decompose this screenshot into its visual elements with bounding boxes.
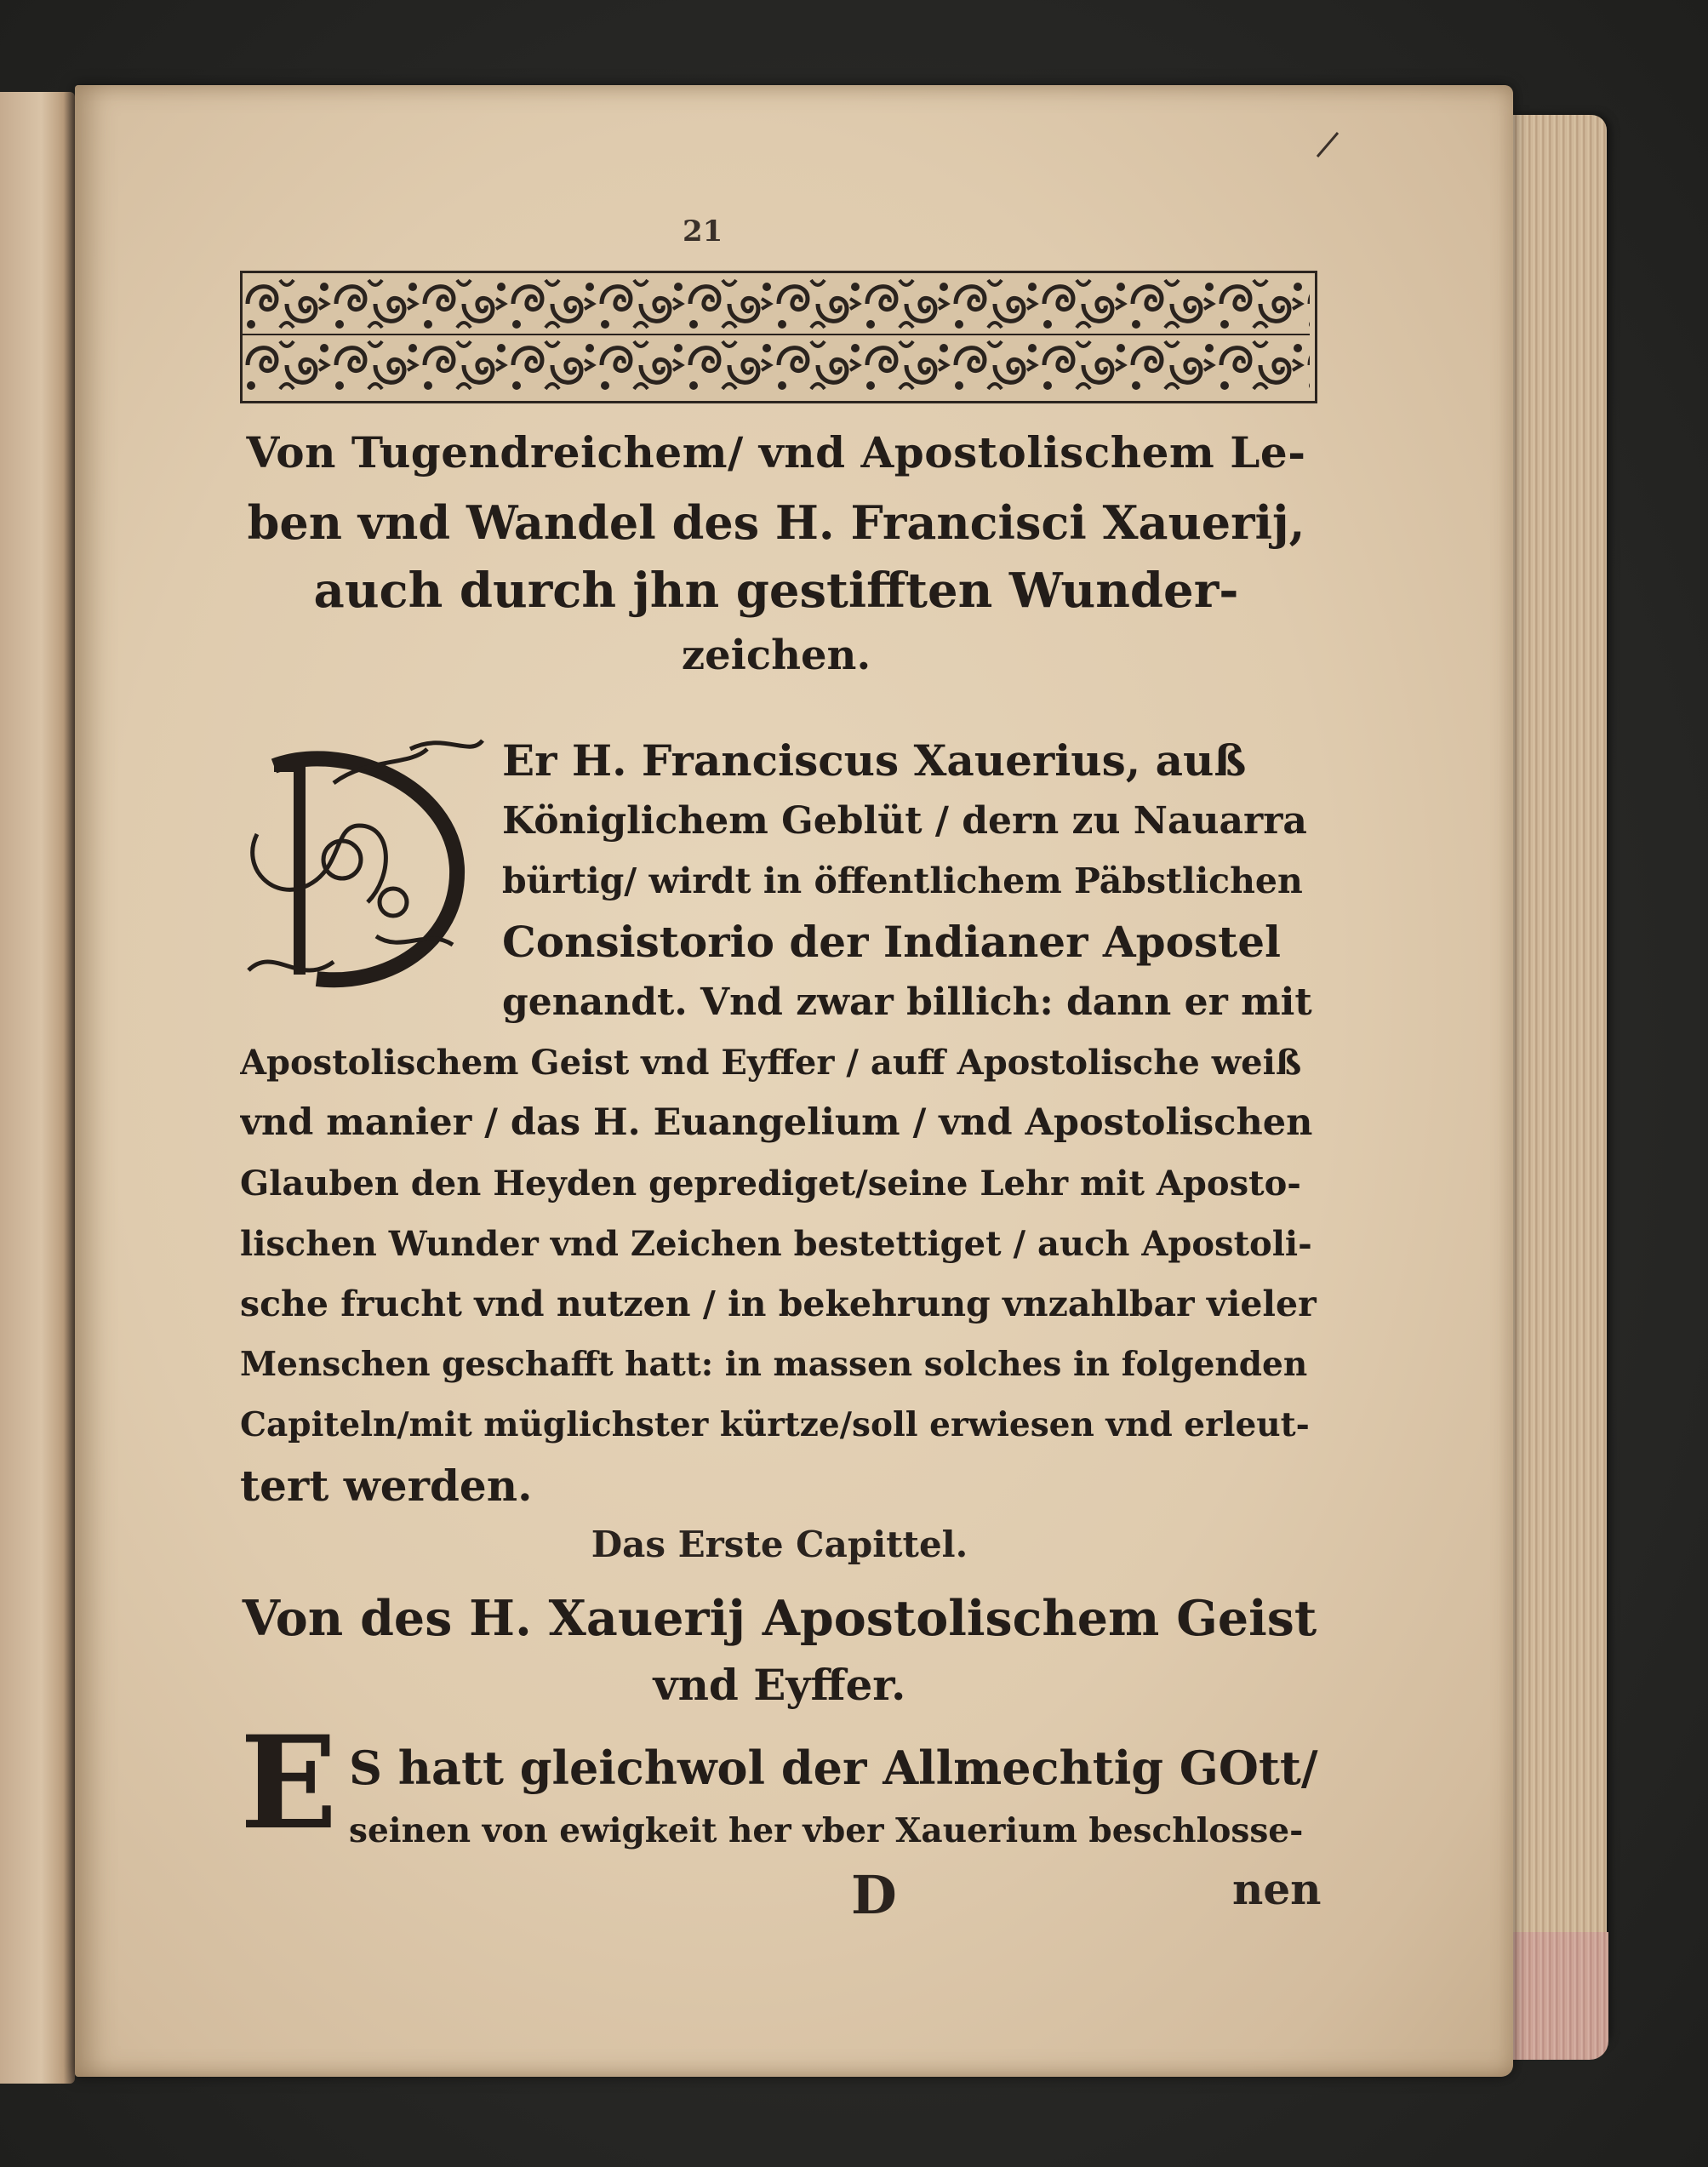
text-line: lischen Wunder vnd Zeichen bestettiget / auch Apostoli- xyxy=(240,1224,1312,1264)
text-line: Glauben den Heyden geprediget/seine Lehr mit Aposto- xyxy=(240,1164,1301,1204)
ornamental-headpiece xyxy=(240,271,1317,403)
text-line: seinen von ewigkeit her vber Xauerium beschlosse- xyxy=(349,1811,1304,1850)
signature-mark: D xyxy=(851,1864,897,1926)
chapter-title-line: Von des H. Xauerij Apostolischem Geist xyxy=(242,1590,1317,1647)
decorated-initial xyxy=(240,732,487,1004)
text-line: Consistorio der Indianer Apostel xyxy=(502,917,1282,967)
chapter-label: Das Erste Capittel. xyxy=(591,1524,968,1565)
chapter-title-line: vnd Eyffer. xyxy=(653,1660,906,1710)
intro-paragraph-full xyxy=(240,1032,1319,1516)
intro-paragraph-indented xyxy=(502,730,1319,1032)
chapter-paragraph xyxy=(349,1736,1319,1862)
title-line: zeichen. xyxy=(681,632,871,679)
ornament-scroll-icon xyxy=(243,273,1310,396)
chapter-title xyxy=(240,1583,1319,1716)
initial-letter: E xyxy=(240,1708,338,1858)
decorated-initial-icon xyxy=(240,732,487,1004)
text-line: Er H. Franciscus Xauerius, auß xyxy=(502,735,1247,786)
text-line: Menschen geschafft hatt: in massen solches in folgenden xyxy=(240,1345,1308,1384)
pencil-mark xyxy=(1311,128,1345,162)
text-line: S hatt gleichwol der Allmechtig GOtt/ xyxy=(349,1741,1318,1795)
page-number: 21 xyxy=(683,214,723,249)
text-line: bürtig/ wirdt in öffentlichem Päbstlichen xyxy=(502,861,1303,901)
text-line: Apostolischem Geist vnd Eyffer / auff Apostolische weiß xyxy=(240,1043,1302,1083)
text-line: vnd manier / das H. Euangelium / vnd Apostolischen xyxy=(240,1101,1313,1144)
text-line: genandt. Vnd zwar billich: dann er mit xyxy=(502,981,1312,1024)
left-page-edge xyxy=(0,92,75,2084)
page-title xyxy=(240,417,1312,686)
page-stack-lower-edge xyxy=(1498,1932,1608,2060)
title-line: auch durch jhn gestifften Wunder- xyxy=(313,563,1239,619)
text-line: sche frucht vnd nutzen / in bekehrung vnzahlbar vieler xyxy=(240,1284,1317,1324)
text-line: tert werden. xyxy=(240,1461,533,1511)
title-line: ben vnd Wandel des H. Francisci Xauerij, xyxy=(247,495,1305,550)
page-stack-edge xyxy=(1498,115,1607,2047)
title-line: Von Tugendreichem/ vnd Apostolischem Le- xyxy=(246,427,1306,477)
text-line: Königlichem Geblüt / dern zu Nauarra xyxy=(502,799,1307,843)
text-line: Capiteln/mit müglichster kürtze/soll erwiesen vnd erleut- xyxy=(240,1405,1310,1444)
catchword: nen xyxy=(1232,1864,1322,1914)
